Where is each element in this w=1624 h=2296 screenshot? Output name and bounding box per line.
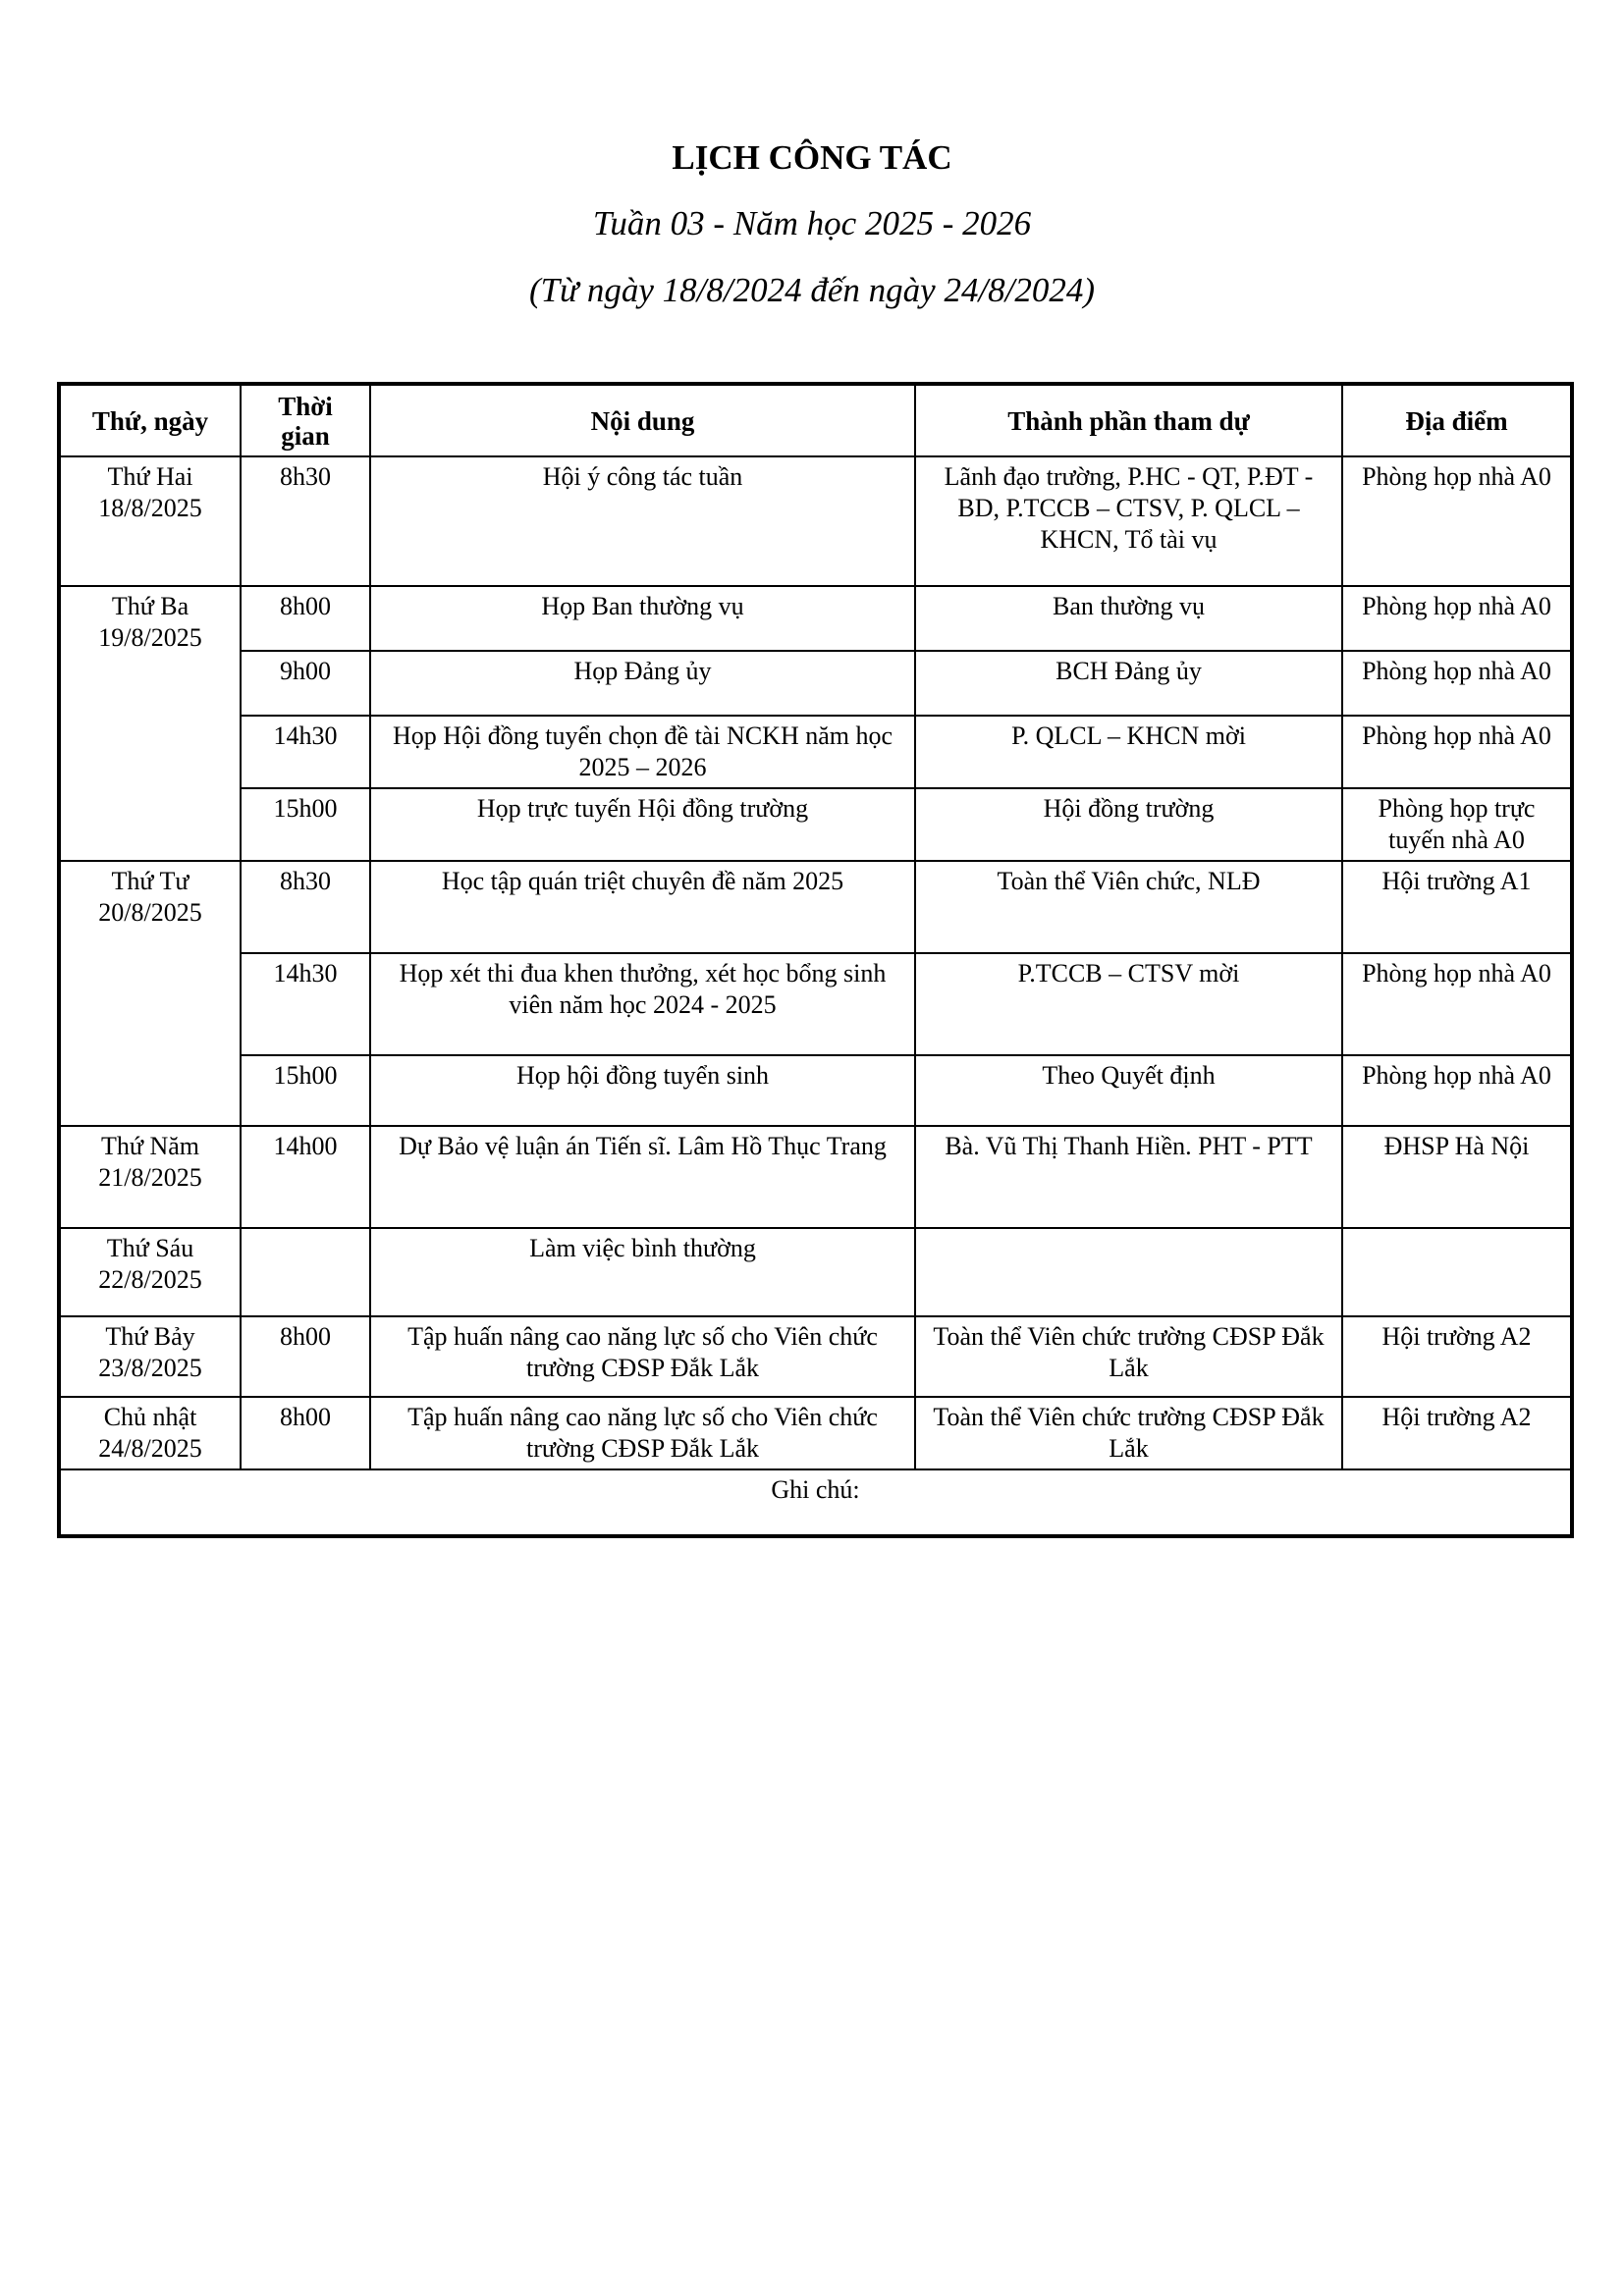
table-row xyxy=(59,788,1572,861)
day-date: 18/8/2025 xyxy=(98,494,202,522)
time-cell: 8h00 xyxy=(241,1397,370,1469)
table-row xyxy=(59,953,1572,1055)
note-row xyxy=(59,1469,1572,1536)
participants-cell: Ban thường vụ xyxy=(915,586,1342,651)
content-cell: Tập huấn nâng cao năng lực số cho Viên chức trường CĐSP Đắk Lắk xyxy=(370,1316,915,1397)
time-cell: 15h00 xyxy=(241,1055,370,1126)
location-cell xyxy=(1342,1228,1572,1316)
time-cell: 14h30 xyxy=(241,953,370,1055)
table-row xyxy=(59,861,1572,953)
day-name: Chủ nhật xyxy=(103,1403,197,1431)
location-cell: Hội trường A2 xyxy=(1342,1397,1572,1469)
day-cell xyxy=(59,1316,241,1397)
note-cell: Ghi chú: xyxy=(59,1469,1572,1536)
participants-cell: BCH Đảng ủy xyxy=(915,651,1342,716)
day-date: 22/8/2025 xyxy=(98,1265,202,1294)
day-name: Thứ Năm xyxy=(100,1132,199,1160)
day-cell xyxy=(59,456,241,586)
location-cell: Phòng họp trực tuyến nhà A0 xyxy=(1342,788,1572,861)
header-time-line2: gian xyxy=(281,420,330,451)
header-location: Địa điểm xyxy=(1342,384,1572,456)
content-cell: Dự Bảo vệ luận án Tiến sĩ. Lâm Hồ Thục Trang xyxy=(370,1126,915,1228)
day-cell xyxy=(59,1126,241,1228)
table-row xyxy=(59,1397,1572,1469)
header-time xyxy=(241,384,370,456)
location-cell: ĐHSP Hà Nội xyxy=(1342,1126,1572,1228)
content-cell: Họp Ban thường vụ xyxy=(370,586,915,651)
day-date: 20/8/2025 xyxy=(98,898,202,927)
time-cell: 8h30 xyxy=(241,861,370,953)
day-date: 21/8/2025 xyxy=(98,1163,202,1192)
participants-cell: Hội đồng trường xyxy=(915,788,1342,861)
day-name: Thứ Ba xyxy=(111,592,189,620)
content-cell: Họp Hội đồng tuyển chọn đề tài NCKH năm học 2025 – 2026 xyxy=(370,716,915,788)
document-date-range: (Từ ngày 18/8/2024 đến ngày 24/8/2024) xyxy=(528,271,1096,309)
time-cell: 14h00 xyxy=(241,1126,370,1228)
day-cell xyxy=(59,586,241,861)
day-name: Thứ Tư xyxy=(111,867,189,895)
document-subtitle: Tuần 03 - Năm học 2025 - 2026 xyxy=(592,204,1032,242)
table-row xyxy=(59,651,1572,716)
day-name: Thứ Bảy xyxy=(105,1322,195,1351)
time-cell: 15h00 xyxy=(241,788,370,861)
table-row xyxy=(59,1126,1572,1228)
time-cell: 8h30 xyxy=(241,456,370,586)
header-content: Nội dung xyxy=(370,384,915,456)
day-name: Thứ Sáu xyxy=(106,1234,194,1262)
location-cell: Phòng họp nhà A0 xyxy=(1342,651,1572,716)
location-cell: Phòng họp nhà A0 xyxy=(1342,586,1572,651)
time-cell: 9h00 xyxy=(241,651,370,716)
header-time-line1: Thời xyxy=(278,391,333,421)
document-title: LỊCH CÔNG TÁC xyxy=(672,138,952,177)
location-cell: Phòng họp nhà A0 xyxy=(1342,716,1572,788)
day-date: 19/8/2025 xyxy=(98,623,202,652)
participants-cell: Toàn thể Viên chức trường CĐSP Đắk Lắk xyxy=(915,1397,1342,1469)
table-header-row xyxy=(59,384,1572,456)
table-row xyxy=(59,1316,1572,1397)
content-cell: Họp xét thi đua khen thưởng, xét học bổng sinh viên năm học 2024 - 2025 xyxy=(370,953,915,1055)
location-cell: Hội trường A2 xyxy=(1342,1316,1572,1397)
day-cell xyxy=(59,861,241,1126)
participants-cell: P. QLCL – KHCN mời xyxy=(915,716,1342,788)
table-row xyxy=(59,456,1572,586)
content-cell: Tập huấn nâng cao năng lực số cho Viên chức trường CĐSP Đắk Lắk xyxy=(370,1397,915,1469)
content-cell: Làm việc bình thường xyxy=(370,1228,915,1316)
content-cell: Họp Đảng ủy xyxy=(370,651,915,716)
location-cell: Phòng họp nhà A0 xyxy=(1342,953,1572,1055)
content-cell: Học tập quán triệt chuyên đề năm 2025 xyxy=(370,861,915,953)
day-cell xyxy=(59,1228,241,1316)
participants-cell: P.TCCB – CTSV mời xyxy=(915,953,1342,1055)
participants-cell xyxy=(915,1228,1342,1316)
schedule-table xyxy=(57,382,1574,1538)
content-cell: Hội ý công tác tuần xyxy=(370,456,915,586)
time-cell xyxy=(241,1228,370,1316)
day-cell xyxy=(59,1397,241,1469)
participants-cell: Theo Quyết định xyxy=(915,1055,1342,1126)
location-cell: Phòng họp nhà A0 xyxy=(1342,1055,1572,1126)
time-cell: 8h00 xyxy=(241,586,370,651)
location-cell: Hội trường A1 xyxy=(1342,861,1572,953)
participants-cell: Toàn thể Viên chức trường CĐSP Đắk Lắk xyxy=(915,1316,1342,1397)
content-cell: Họp hội đồng tuyển sinh xyxy=(370,1055,915,1126)
participants-cell: Bà. Vũ Thị Thanh Hiền. PHT - PTT xyxy=(915,1126,1342,1228)
table-row xyxy=(59,716,1572,788)
day-name: Thứ Hai xyxy=(107,462,193,491)
header-participants: Thành phần tham dự xyxy=(915,384,1342,456)
table-row xyxy=(59,586,1572,651)
content-cell: Họp trực tuyến Hội đồng trường xyxy=(370,788,915,861)
header-day: Thứ, ngày xyxy=(59,384,241,456)
time-cell: 14h30 xyxy=(241,716,370,788)
day-date: 24/8/2025 xyxy=(98,1434,202,1463)
location-cell: Phòng họp nhà A0 xyxy=(1342,456,1572,586)
participants-cell: Toàn thể Viên chức, NLĐ xyxy=(915,861,1342,953)
table-row xyxy=(59,1055,1572,1126)
day-date: 23/8/2025 xyxy=(98,1354,202,1382)
participants-cell: Lãnh đạo trường, P.HC - QT, P.ĐT - BD, P.TCCB – CTSV, P. QLCL – KHCN, Tổ tài vụ xyxy=(915,456,1342,586)
table-row xyxy=(59,1228,1572,1316)
time-cell: 8h00 xyxy=(241,1316,370,1397)
